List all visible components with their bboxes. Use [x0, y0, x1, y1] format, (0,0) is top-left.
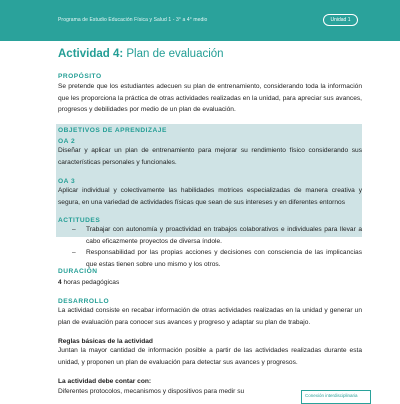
contar-heading: La actividad debe contar con:	[58, 378, 152, 385]
breadcrumb: Programa de Estudio Educación Física y Salud 1 - 3° a 4° medio	[58, 17, 208, 23]
oa3-code: OA 3	[58, 178, 76, 185]
duracion-heading: DURACIÓN	[58, 268, 98, 275]
duracion-hours: 4	[58, 279, 62, 286]
actitudes-heading: ACTITUDES	[58, 217, 101, 224]
proposito-heading: PROPÓSITO	[58, 73, 102, 80]
objetivos-heading: OBJETIVOS DE APRENDIZAJE	[58, 127, 167, 134]
proposito-text: Se pretende que los estudiantes adecuen su plan de entrenamiento, considerando toda la información que les proporciona la práctica de otras actividades realizadas en la unidad, para apreciar sus avances, progresos y debilidades por medio de un plan de evaluación.	[58, 83, 362, 114]
reglas-text: Juntan la mayor cantidad de información posible a partir de las actividades realizadas durante esta unidad, y proponen un plan de evaluación para detectar sus avances y progresos.	[58, 347, 362, 366]
oa3-text: Aplicar individual y colectivamente las habilidades motrices especializadas de manera creativa y segura, en una variedad de actividades físicas que sean de sus intereses y en diferentes entornos	[58, 187, 362, 206]
reglas-heading: Reglas básicas de la actividad	[58, 338, 153, 345]
duracion-unit: horas pedagógicas	[63, 279, 120, 286]
duracion-value	[58, 279, 119, 286]
unit-badge: Unidad 1	[323, 14, 358, 26]
actitud-item: Responsabilidad por las propias acciones y decisiones con consciencia de las implicancias que estas tienen sobre uno mismo y los otros.	[86, 249, 362, 268]
contar-text: Diferentes protocolos, mecanismos y dispositivos para medir su	[58, 388, 245, 395]
actitud-item: Trabajar con autonomía y proactividad en trabajos colaborativos e individuales para llevar a cabo eficazmente proyectos de diversa índole.	[86, 226, 362, 245]
oa2-code: OA 2	[58, 138, 76, 145]
side-note-box	[301, 390, 371, 404]
bullet-marker: –	[72, 226, 76, 233]
desarrollo-text: La actividad consiste en recabar información de otras actividades realizadas en la unidad y generar un plan de evaluación para conocer sus avances y progreso y adaptar su plan de trabajo.	[58, 307, 362, 326]
side-note-label: Conexión interdisciplinaria	[305, 393, 358, 398]
oa2-text: Diseñar y aplicar un plan de entrenamiento para mejorar su rendimiento físico considerando sus características personales y funcionales.	[58, 147, 362, 166]
desarrollo-heading: DESARROLLO	[58, 298, 110, 305]
bullet-marker: –	[72, 249, 76, 256]
title-rest: Plan de evaluación	[126, 48, 224, 60]
title-prefix: Actividad 4:	[58, 48, 124, 60]
page-title	[58, 48, 224, 60]
objetivos-box	[56, 124, 362, 237]
